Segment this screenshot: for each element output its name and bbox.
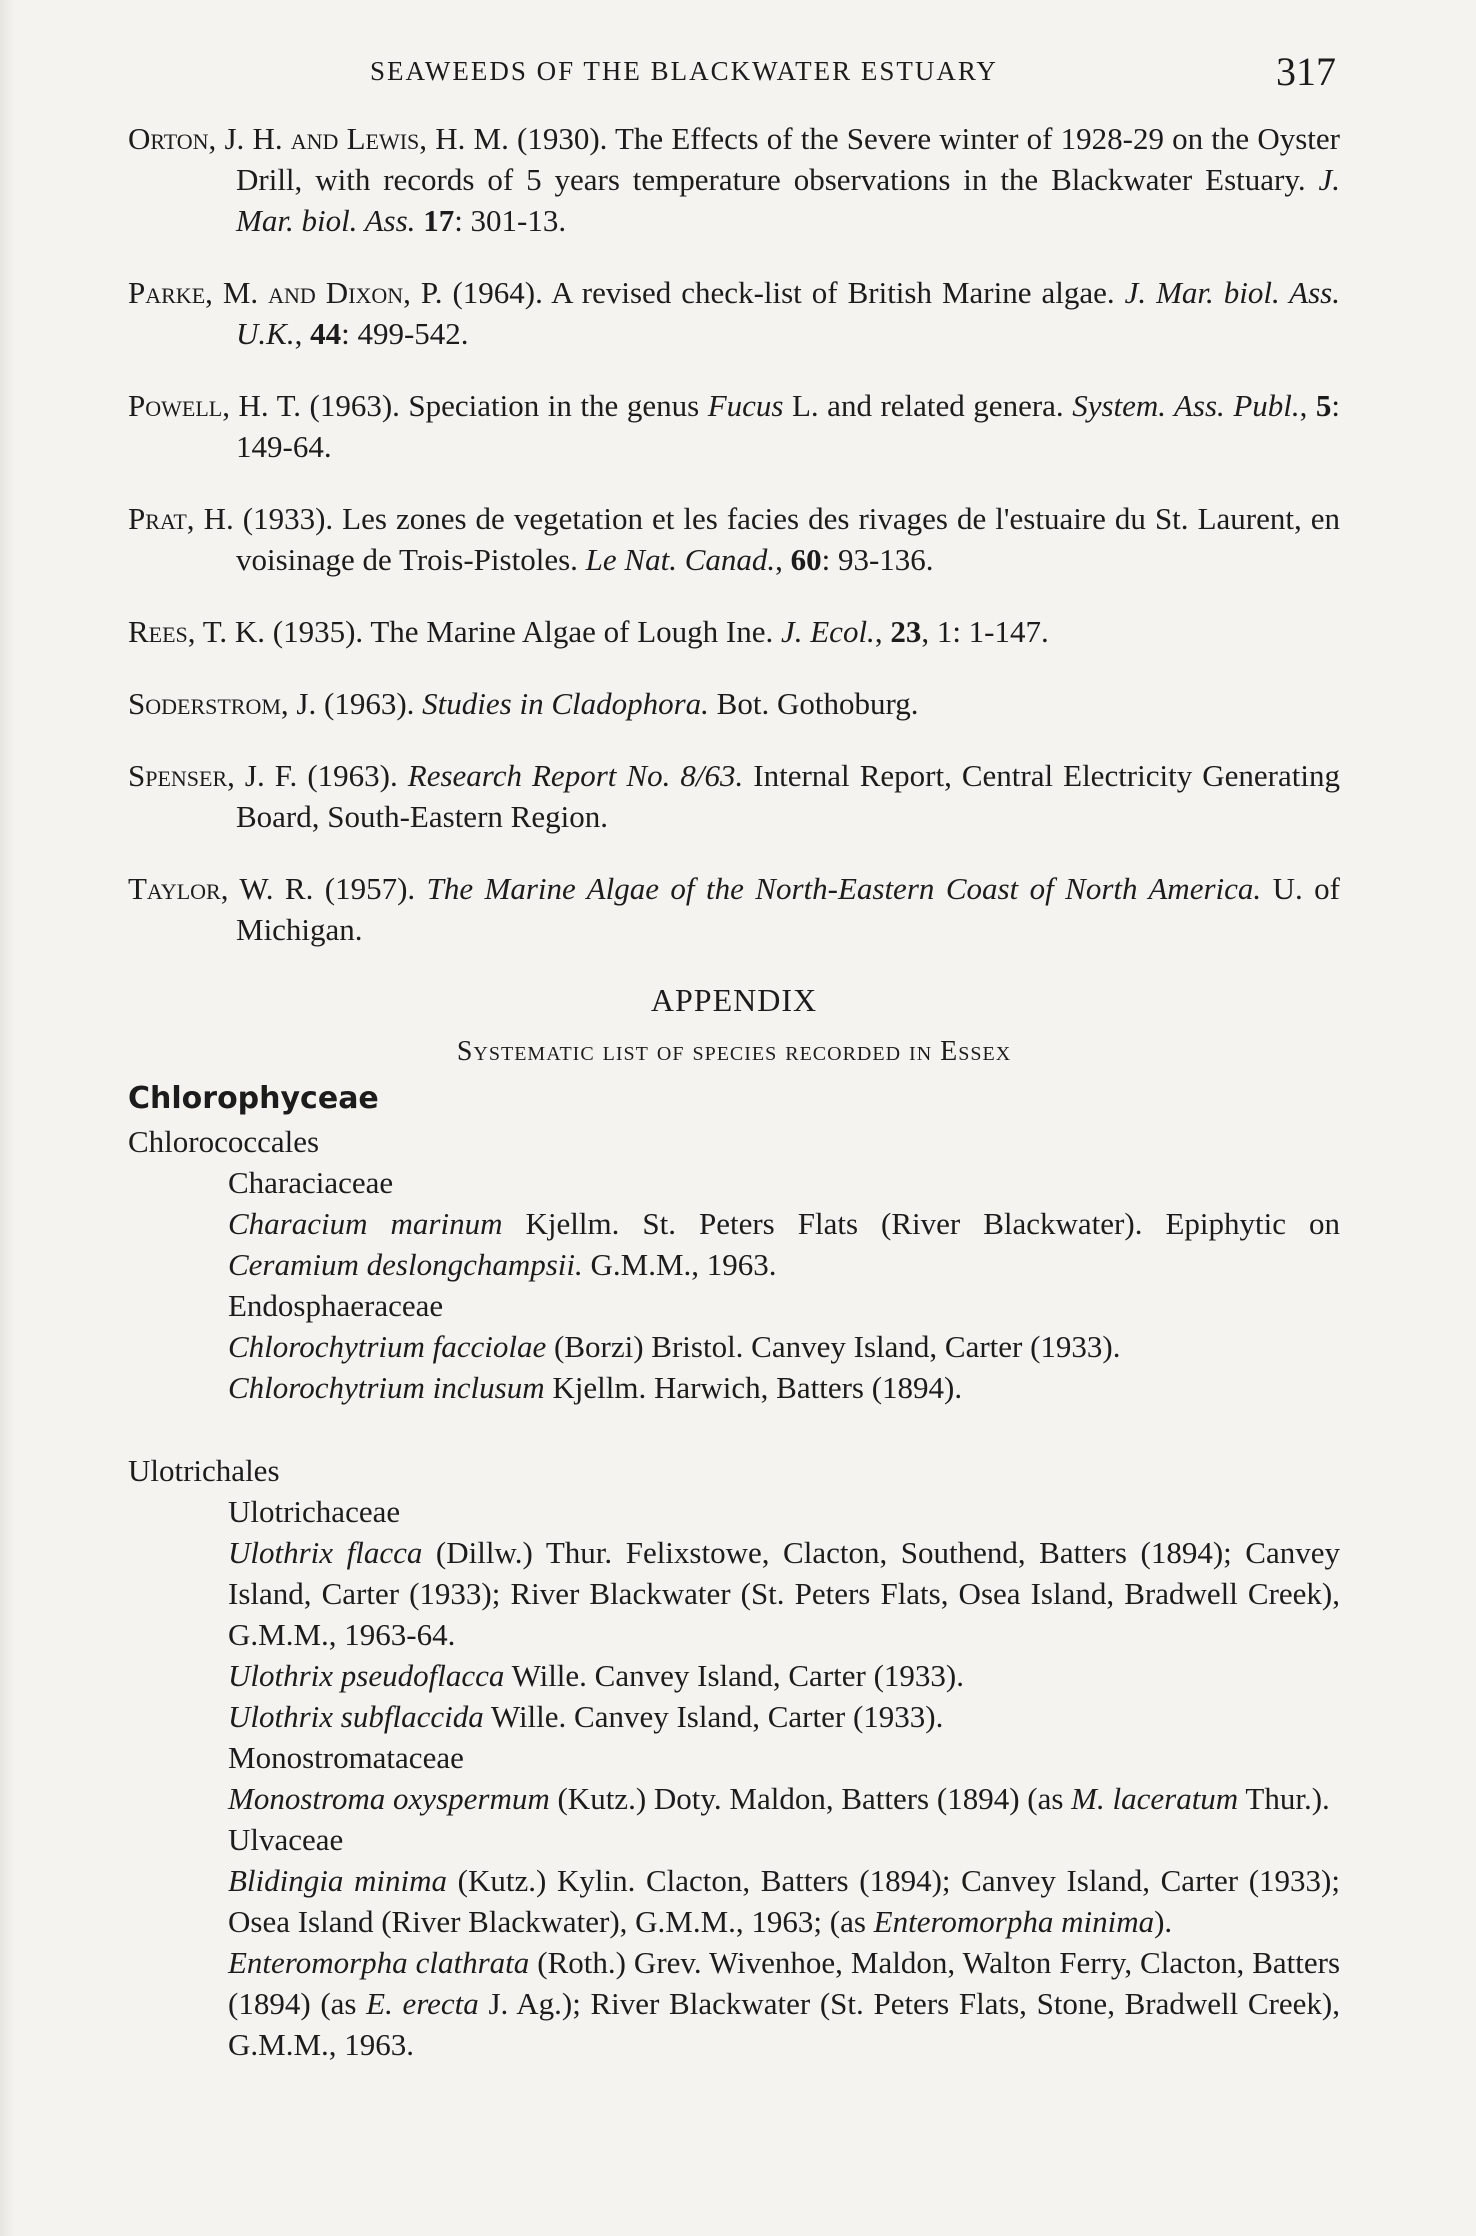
- reference-entry: Parke, M. and Dixon, P. (1964). A revised check-list of British Marine algae. J. Mar. biol. Ass. U.K., 44: 499-542.: [128, 275, 1340, 351]
- family-heading: Ulvaceae: [228, 1822, 344, 1857]
- species-entry: Enteromorpha clathrata (Roth.) Grev. Wivenhoe, Maldon, Walton Ferry, Clacton, Batters (1894) (as E. erecta J. Ag.); River Blackwater (St. Peters Flats, Stone, Bradwell Creek), G.M.M., 1963.: [228, 1945, 1341, 2062]
- appendix-subtitle: Systematic list of species recorded in Essex: [456, 1036, 1012, 1067]
- species-entry: Ulothrix flacca (Dillw.) Thur. Felixstowe, Clacton, Southend, Batters (1894); Canvey Island, Carter (1933); River Blackwater (St. Peters Flats, Osea Island, Bradwell Creek), G.M.M., 1963-64.: [228, 1535, 1340, 1652]
- reference-entry: Orton, J. H. and Lewis, H. M. (1930). The Effects of the Severe winter of 1928-29 on the Oyster Drill, with records of 5 years temperature observations in the Blackwater Estuary. J. Mar. biol. Ass. 17: 301-13.: [128, 121, 1340, 238]
- species-entry: Chlorochytrium inclusum Kjellm. Harwich, Batters (1894).: [228, 1370, 963, 1405]
- order-heading: Ulotrichales: [128, 1453, 280, 1488]
- order-heading: Chlorococcales: [128, 1124, 320, 1159]
- page-body: [128, 118, 1340, 2065]
- reference-entry: Powell, H. T. (1963). Speciation in the genus Fucus L. and related genera. System. Ass. Publ., 5: 149-64.: [128, 388, 1341, 464]
- species-entry: Characium marinum Kjellm. St. Peters Flats (River Blackwater). Epiphytic on Ceramium deslongchampsii. G.M.M., 1963.: [228, 1206, 1341, 1282]
- running-head: SEAWEEDS OF THE BLACKWATER ESTUARY: [370, 56, 998, 86]
- species-entry: Blidingia minima (Kutz.) Kylin. Clacton, Batters (1894); Canvey Island, Carter (1933); Osea Island (River Blackwater), G.M.M., 1963; (as Enteromorpha minima).: [228, 1863, 1340, 1939]
- family-heading: Monostromataceae: [228, 1740, 464, 1775]
- page-number: 317: [1276, 49, 1336, 94]
- family-heading: Endosphaeraceae: [228, 1288, 444, 1323]
- family-heading: Ulotrichaceae: [228, 1494, 401, 1529]
- reference-entry: Soderstrom, J. (1963). Studies in Cladophora. Bot. Gothoburg.: [128, 686, 919, 721]
- section-gap: [128, 1408, 1340, 1448]
- class-heading: Chlorophyceae: [128, 1081, 379, 1116]
- reference-list: [128, 118, 1340, 950]
- reference-entry: Taylor, W. R. (1957). The Marine Algae of the North-Eastern Coast of North America. U. of Michigan.: [128, 871, 1340, 947]
- scan-edge-shadow: [0, 0, 14, 2236]
- reference-entry: Prat, H. (1933). Les zones de vegetation et les facies des rivages de l'estuaire du St. Laurent, en voisinage de Trois-Pistoles. Le Nat. Canad., 60: 93-136.: [128, 501, 1340, 577]
- page-header: [0, 48, 1476, 108]
- species-entry: Chlorochytrium facciolae (Borzi) Bristol. Canvey Island, Carter (1933).: [228, 1329, 1121, 1364]
- appendix-title: APPENDIX: [650, 982, 818, 1018]
- reference-entry: Rees, T. K. (1935). The Marine Algae of Lough Ine. J. Ecol., 23, 1: 1-147.: [128, 614, 1049, 649]
- species-entry: Monostroma oxyspermum (Kutz.) Doty. Maldon, Batters (1894) (as M. laceratum Thur.).: [228, 1781, 1330, 1816]
- species-entry: Ulothrix pseudoflacca Wille. Canvey Island, Carter (1933).: [228, 1658, 964, 1693]
- family-heading: Characiaceae: [228, 1165, 394, 1200]
- reference-entry: Spenser, J. F. (1963). Research Report No. 8/63. Internal Report, Central Electricity Generating Board, South-Eastern Region.: [128, 758, 1340, 834]
- species-entry: Ulothrix subflaccida Wille. Canvey Island, Carter (1933).: [228, 1699, 944, 1734]
